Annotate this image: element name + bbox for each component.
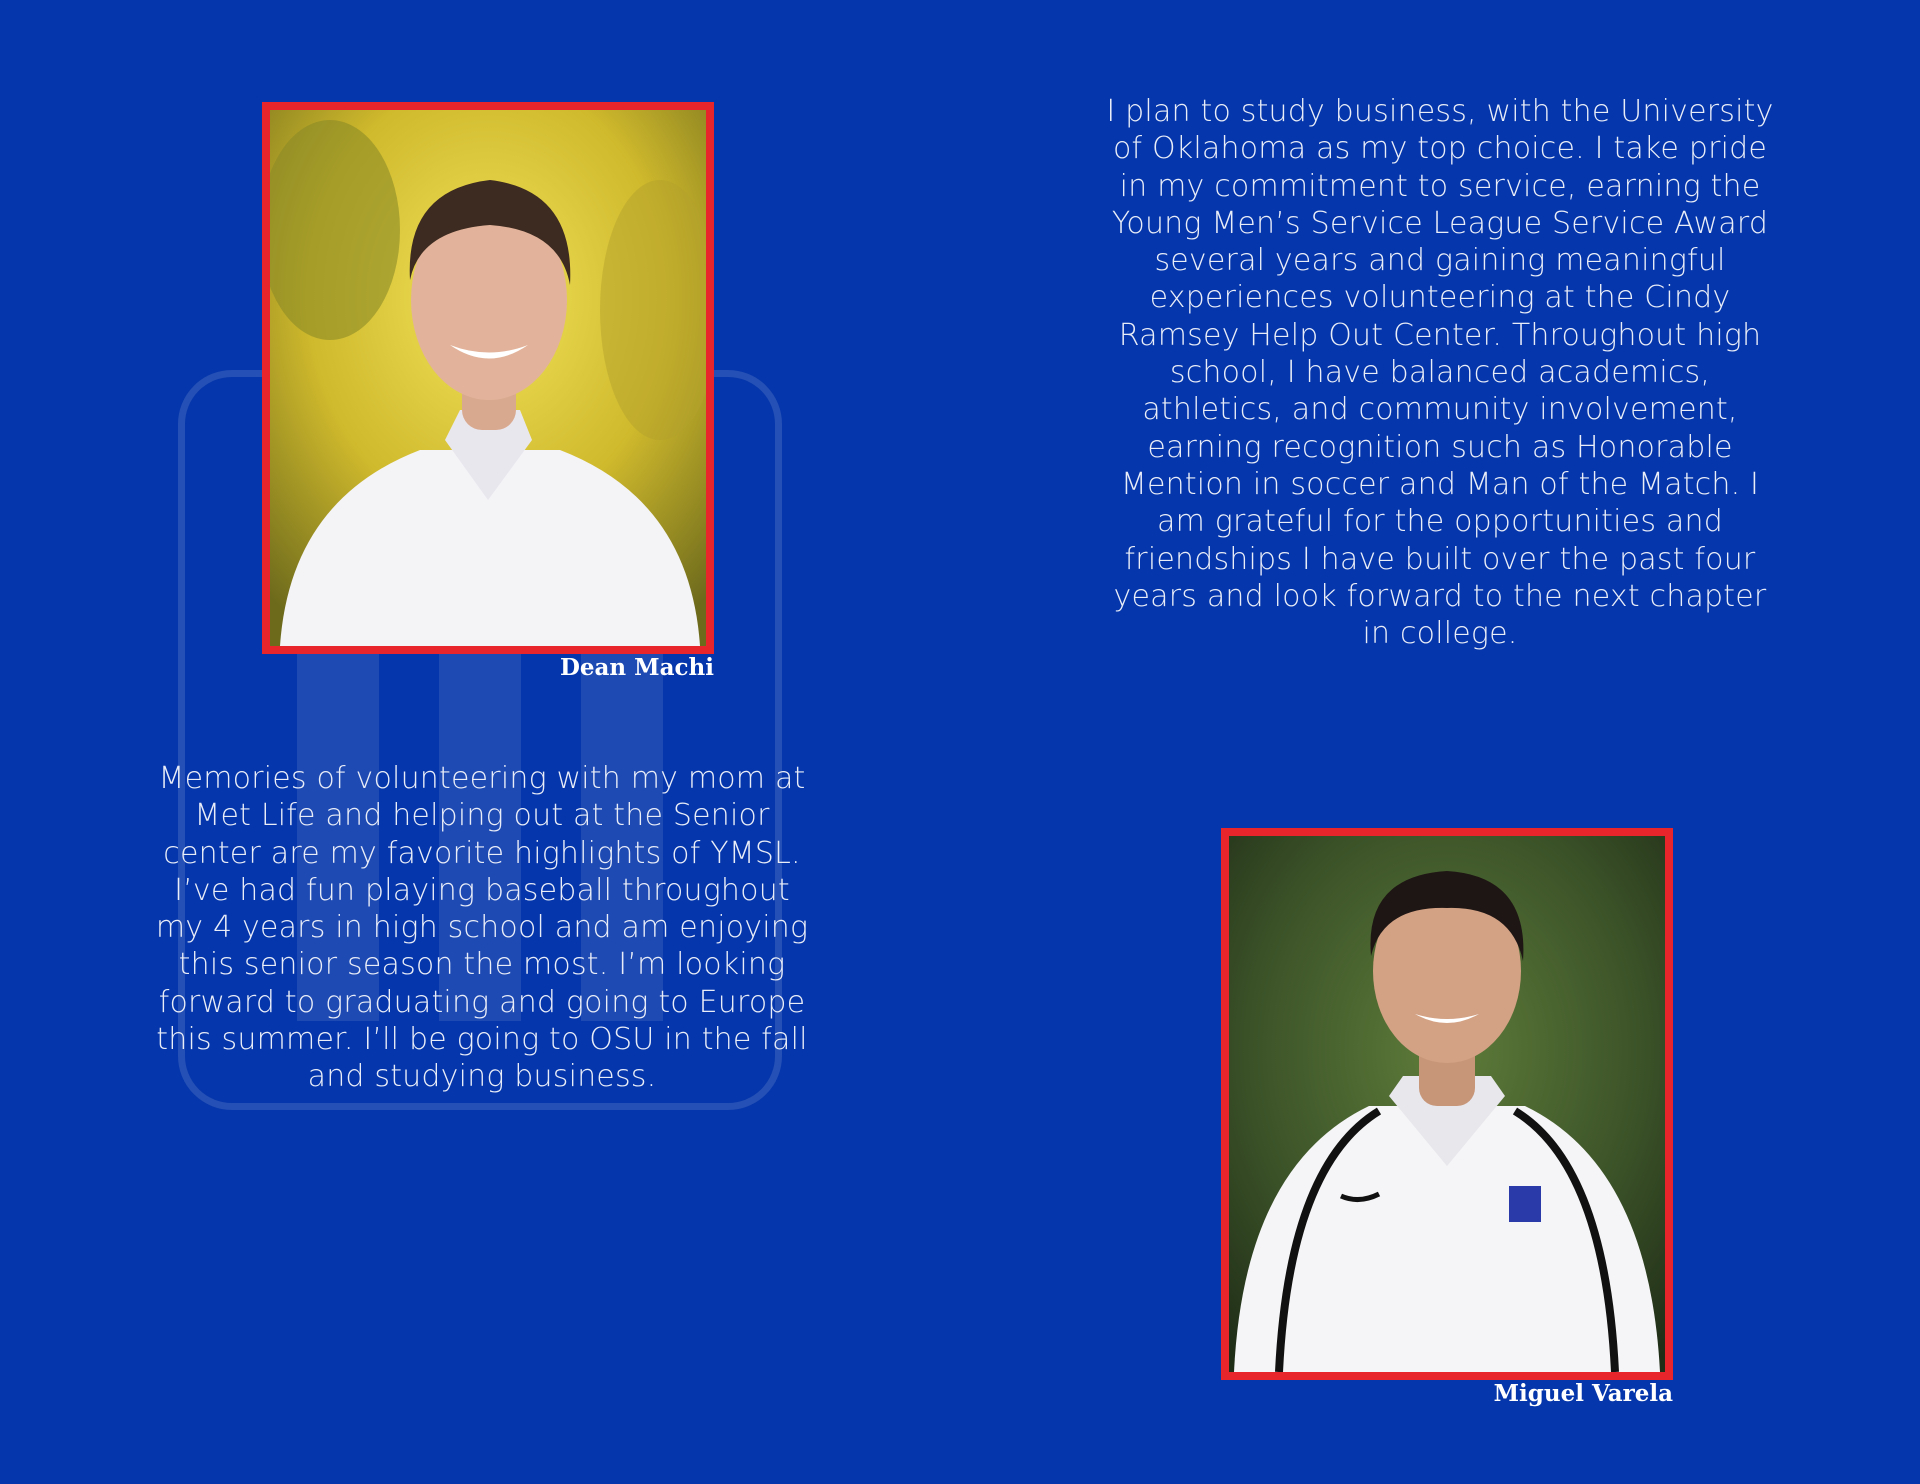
miguel-varela-name: Miguel Varela bbox=[1493, 1380, 1673, 1407]
bio-line: my 4 years in high school and am enjoying bbox=[155, 910, 809, 946]
miguel-varela-photo bbox=[1221, 828, 1673, 1380]
bio-line: in college. bbox=[1362, 616, 1518, 652]
bio-line: and studying business. bbox=[307, 1059, 657, 1095]
bio-line: earning recognition such as Honorable bbox=[1147, 429, 1733, 465]
bio-line: Ramsey Help Out Center. Throughout high bbox=[1118, 317, 1762, 353]
bio-line: friendships I have built over the past four bbox=[1124, 541, 1756, 577]
dean-machi-photo bbox=[262, 102, 714, 654]
bio-line: I plan to study business, with the University bbox=[1106, 94, 1774, 129]
miguel-varela-bio bbox=[1050, 93, 1830, 652]
bio-line: school, I have balanced academics, bbox=[1169, 355, 1711, 391]
bio-line: experiences volunteering at the Cindy bbox=[1149, 280, 1731, 316]
bio-line: athletics, and community involvement, bbox=[1142, 392, 1738, 428]
bio-line: this senior season the most. I’m looking bbox=[178, 947, 786, 983]
bio-line: center are my favorite highlights of YMSL. bbox=[163, 835, 801, 871]
bio-line: this summer. I’ll be going to OSU in the fall bbox=[156, 1022, 808, 1058]
bio-line: Young Men’s Service League Service Award bbox=[1111, 205, 1769, 241]
bio-line: Memories of volunteering with my mom at bbox=[158, 761, 806, 796]
dean-machi-name: Dean Machi bbox=[559, 654, 714, 681]
dean-machi-bio bbox=[92, 760, 872, 1096]
bio-line: in my commitment to service, earning the bbox=[1119, 168, 1761, 204]
bio-line: Mention in soccer and Man of the Match. I bbox=[1120, 466, 1760, 502]
portrait-photo-icon bbox=[1229, 836, 1665, 1372]
portrait-photo-icon bbox=[270, 110, 706, 646]
bio-line: several years and gaining meaningful bbox=[1154, 243, 1726, 279]
bio-line: of Oklahoma as my top choice. I take pride bbox=[1112, 131, 1768, 167]
bio-line: am grateful for the opportunities and bbox=[1157, 504, 1723, 540]
bio-line: forward to graduating and going to Europe bbox=[158, 984, 806, 1020]
bio-line: Met Life and helping out at the Senior bbox=[194, 798, 770, 834]
bio-line: years and look forward to the next chapter bbox=[1113, 578, 1767, 614]
bio-line: I’ve had fun playing baseball throughout bbox=[174, 872, 790, 908]
